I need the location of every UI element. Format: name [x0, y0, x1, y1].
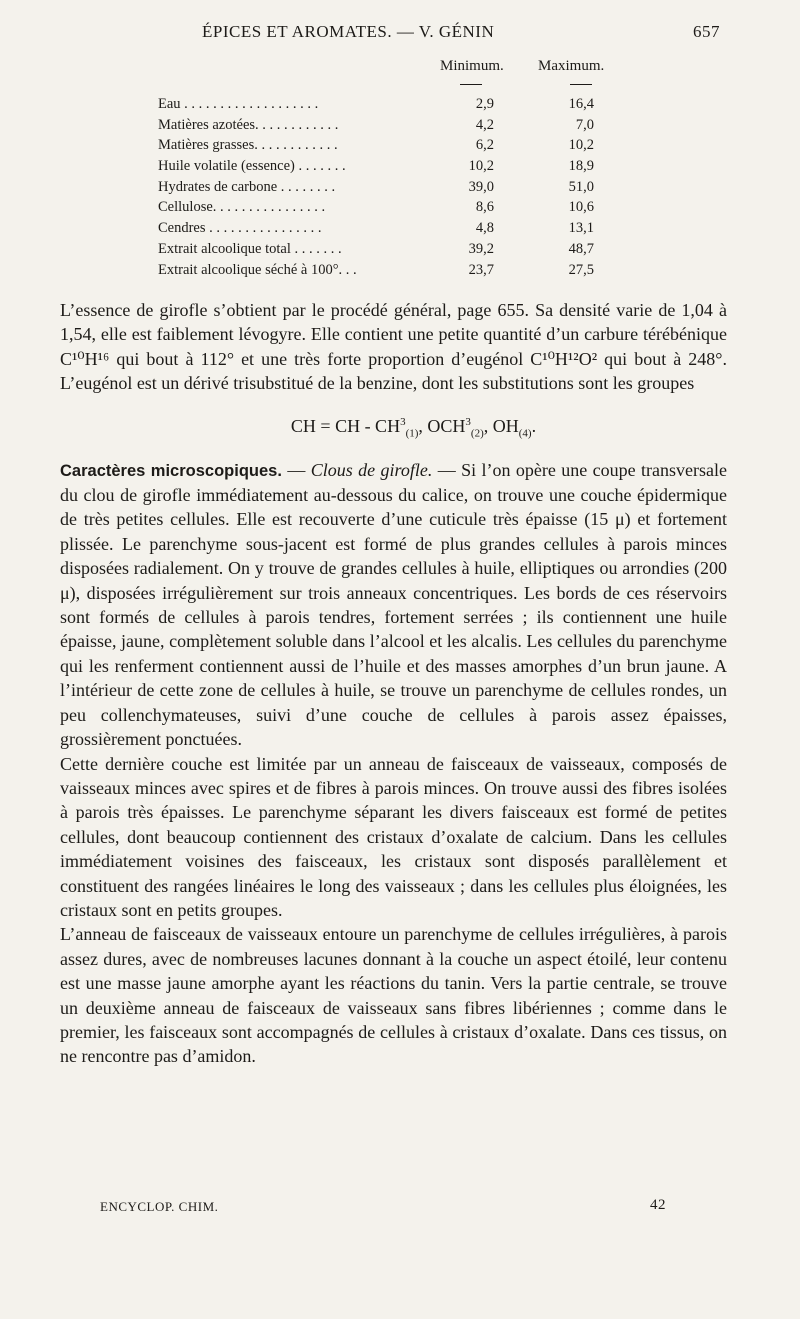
row-maximum: 48,7	[568, 240, 594, 257]
row-minimum: 6,2	[475, 137, 494, 154]
running-header	[62, 22, 720, 44]
row-minimum: 4,8	[475, 220, 494, 237]
row-label: Extrait alcoolique séché à 100°. . .	[158, 261, 357, 278]
row-label: Matières grasses. . . . . . . . . . . .	[158, 137, 338, 154]
eugenol-formula	[100, 410, 727, 446]
formula-sup: 3	[400, 415, 406, 428]
row-label: Cendres . . . . . . . . . . . . . . . .	[158, 220, 322, 237]
subject-italic: Clous de girofle.	[310, 459, 433, 480]
row-label: Eau . . . . . . . . . . . . . . . . . . .	[158, 96, 319, 112]
sheet-number: 42	[650, 1197, 666, 1213]
composition-table	[158, 58, 628, 282]
footer-signature: ENCYCLOP. CHIM.	[100, 1199, 219, 1214]
paragraph-essence: L’essence de girofle s’obtient par le procédé général, page 655. Sa densité varie de 1,04 à 1,54, elle est faiblement lévogyre. Elle contient une petite quantité d’un carbure térébénique C¹⁰H¹⁶ qui bout à 112° et une très forte proportion d’eugénol C¹⁰H¹²O² qui bout à 248°. L’eugénol est un dérivé trisubstitué de la benzine, dont les substitutions sont les groupes	[60, 300, 727, 394]
row-label: Extrait alcoolique total . . . . . . .	[158, 240, 342, 257]
table-row	[158, 241, 628, 262]
row-minimum: 4,2	[475, 116, 494, 133]
paragraph-faisceaux: Cette dernière couche est limitée par un anneau de faisceaux de vaisseaux, composés de vaisseaux minces avec spires et de fibres à parois minces. On trouve aussi des fibres isolées à parois très épaisses. Le parenchyme séparant les divers faisceaux est formé de petites cellules, dont beaucoup contiennent des cristaux d’oxalate de calcium. Dans les cellules immédiatement voisines des faisceaux, les cristaux sont disposés parallèlement et constituent des rangées linéaires le long des vaisseaux ; dans les cellules plus éloignées, les cristaux sont en petits groupes.	[60, 753, 727, 920]
table-row	[158, 158, 628, 179]
row-minimum: 23,7	[468, 261, 494, 278]
table-row	[158, 220, 628, 241]
formula-sub: (4)	[518, 427, 532, 440]
heading-dash: —	[281, 459, 311, 480]
row-minimum: 8,6	[475, 199, 494, 216]
formula-part: , OH	[483, 415, 519, 436]
main-text	[60, 298, 727, 1069]
row-maximum: 7,0	[575, 116, 594, 133]
formula-sub: (1)	[405, 427, 419, 440]
column-header-maximum: Maximum.	[538, 58, 605, 74]
page-number: 657	[693, 22, 720, 41]
row-label: Cellulose. . . . . . . . . . . . . . . .	[158, 199, 326, 216]
formula-sub: (2)	[470, 427, 484, 440]
running-title: ÉPICES ET AROMATES. — V. GÉNIN	[202, 22, 495, 41]
header-rules	[158, 82, 628, 96]
formula-part: , OCH	[418, 415, 466, 436]
paragraph-microscopic	[60, 458, 727, 752]
table-body	[158, 96, 628, 282]
row-minimum: 39,0	[468, 178, 494, 195]
formula-part: CH = CH - CH	[290, 415, 401, 436]
paragraph-anneau: L’anneau de faisceaux de vaisseaux entoure un parenchyme de cellules irrégulières, à parois assez dures, avec de nombreuses lacunes donnant à la couche un aspect étoilé, leur contenu est une masse jaune amorphe ayant les réactions du tanin. Vers la partie centrale, se trouve un deuxième anneau de faisceaux de vaisseaux sans fibres libériennes ; comme dans le premier, les faisceaux sont accompagnés de cellules à cristaux d’oxalate. Dans ces tissus, on ne rencontre pas d’amidon.	[60, 924, 727, 1067]
row-label: Huile volatile (essence) . . . . . . .	[158, 158, 346, 175]
table-row	[158, 199, 628, 220]
paragraph-text: — Si l’on opère une coupe transversale du clou de girofle immédiatement au-dessous du calice, on trouve une couche épidermique de très petites cellules. Elle est recouverte d’une cuticule très épaisse (15 μ) et fortement plissée. Le parenchyme sous-jacent est formé de plus grandes cellules à parois minces disposées radialement. On y trouve de grandes cellules à huile, elliptiques ou arrondies (200 μ), disposées irrégulièrement sur trois anneaux concentriques. Les bords de ces réservoirs sont formés de cellules à parois tendres, fortement serrées ; ils contiennent une huile épaisse, jaune, complètement soluble dans l’alcool et les alcalis. Les cellules du parenchyme qui les renferment contiennent aussi de l’huile et des masses amorphes d’un brun jaune. A l’intérieur de cette zone de cellules à huile, se trouve un parenchyme de cellules rondes, un peu collenchymateuses, suivi d’une couche de cellules à parois assez épaisses, grossièrement ponctuées.	[60, 459, 728, 750]
row-maximum: 18,9	[568, 158, 594, 175]
table-row	[158, 179, 628, 200]
table-row	[158, 96, 628, 117]
formula-end: .	[531, 415, 537, 436]
page-footer	[100, 1199, 670, 1219]
row-maximum: 51,0	[568, 178, 594, 195]
row-maximum: 27,5	[568, 261, 594, 278]
maximum-rule	[570, 84, 592, 85]
table-row	[158, 262, 628, 283]
row-maximum: 10,2	[568, 137, 594, 154]
row-minimum: 39,2	[468, 240, 494, 257]
formula-sup: 3	[465, 415, 471, 428]
table-row	[158, 117, 628, 138]
row-minimum: 2,9	[475, 96, 494, 112]
row-maximum: 10,6	[568, 199, 594, 216]
table-header	[158, 58, 628, 82]
row-minimum: 10,2	[468, 158, 494, 175]
row-maximum: 13,1	[568, 220, 594, 237]
minimum-rule	[460, 84, 482, 85]
row-maximum: 16,4	[568, 96, 594, 112]
section-heading: Caractères microscopiques.	[60, 461, 282, 480]
row-label: Matières azotées. . . . . . . . . . . .	[158, 116, 339, 133]
column-header-minimum: Minimum.	[440, 58, 504, 74]
table-row	[158, 137, 628, 158]
row-label: Hydrates de carbone . . . . . . . .	[158, 178, 336, 195]
